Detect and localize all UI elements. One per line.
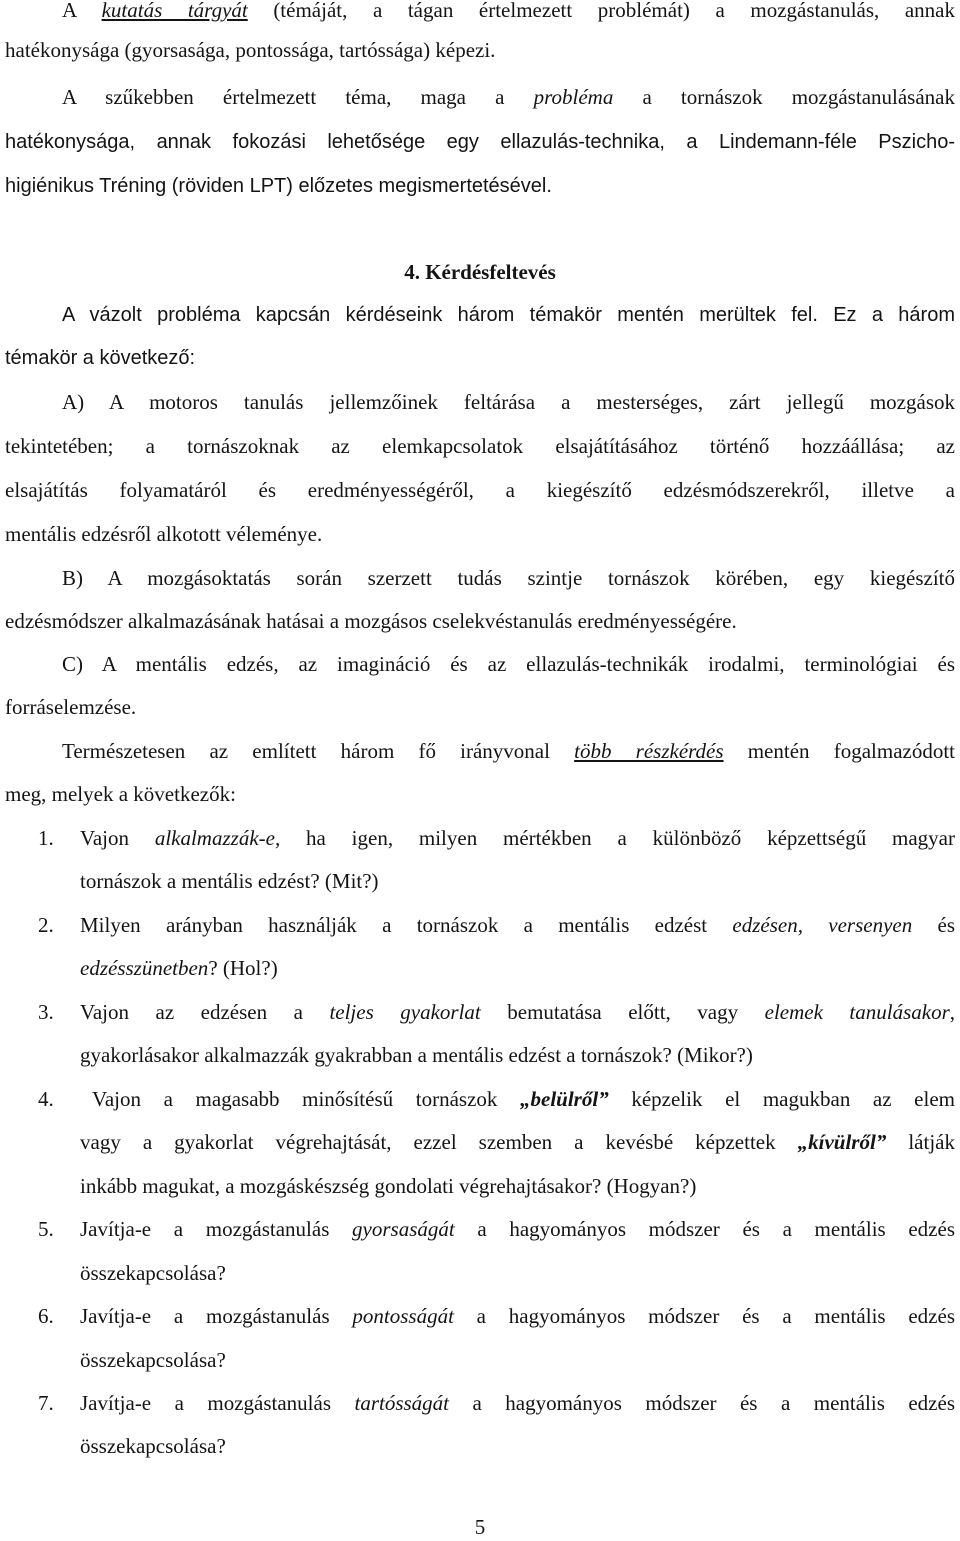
kutatas-targyat-emphasis: kutatás tárgyát: [101, 0, 248, 22]
question-2-line-2: edzésszünetben? (Hol?): [80, 956, 278, 980]
intro-line-5: higiénikus Tréning (röviden LPT) előzetes megismertetésével.: [5, 175, 552, 197]
question-2-line-1: Milyen arányban használják a tornászok a mentális edzést edzésen, versenyen és: [80, 913, 955, 937]
topic-c-line-1: C) A mentális edzés, az imagináció és az ellazulás-technikák irodalmi, terminológiai és: [62, 652, 955, 676]
question-7-line-1: Javítja-e a mozgástanulás tartósságát a hagyományos módszer és a mentális edzés: [80, 1391, 955, 1415]
question-6-number: 6.: [38, 1304, 54, 1328]
intro-line-3: A szűkebben értelmezett téma, maga a probléma a tornászok mozgástanulásának: [62, 85, 955, 109]
question-3-line-1: Vajon az edzésen a teljes gyakorlat bemutatása előtt, vagy elemek tanulásakor,: [80, 1000, 955, 1024]
topic-a-line-2: tekintetében; a tornászoknak az elemkapcsolatok elsajátításához történő hozzáállása; az: [5, 434, 955, 458]
problema-emphasis: probléma: [533, 85, 614, 109]
question-7-number: 7.: [38, 1391, 54, 1415]
topic-a-line-1: A) A motoros tanulás jellemzőinek feltárása a mesterséges, zárt jellegű mozgások: [62, 390, 955, 414]
question-4-line-2: vagy a gyakorlat végrehajtását, ezzel szemben a kevésbé képzettek „kívülről” látják: [80, 1130, 955, 1154]
question-1-line-2: tornászok a mentális edzést? (Mit?): [80, 869, 379, 893]
topic-b-line-1: B) A mozgásoktatás során szerzett tudás szintje tornászok körében, egy kiegészítő: [62, 566, 955, 590]
question-5-line-1: Javítja-e a mozgástanulás gyorsaságát a hagyományos módszer és a mentális edzés: [80, 1217, 955, 1241]
intro-line-4: hatékonysága, annak fokozási lehetősége egy ellazulás-technika, a Lindemann-féle Pszicho-: [5, 131, 955, 153]
question-6-line-1: Javítja-e a mozgástanulás pontosságát a hagyományos módszer és a mentális edzés: [80, 1304, 955, 1328]
question-5-number: 5.: [38, 1217, 54, 1241]
question-3-line-2: gyakorlásakor alkalmazzák gyakrabban a mentális edzést a tornászok? (Mikor?): [80, 1043, 753, 1067]
page-number: 5: [474, 1515, 486, 1539]
intro-line-2: hatékonysága (gyorsasága, pontossága, tartóssága) képezi.: [5, 38, 496, 62]
question-4-line-3: inkább magukat, a mozgáskészség gondolati végrehajtásakor? (Hogyan?): [80, 1174, 697, 1198]
question-1-line-1: Vajon alkalmazzák-e, ha igen, milyen mértékben a különböző képzettségű magyar: [80, 826, 955, 850]
topic-a-line-4: mentális edzésről alkotott véleménye.: [5, 522, 323, 546]
topic-b-line-2: edzésmódszer alkalmazásának hatásai a mozgásos cselekvéstanulás eredményességére.: [5, 609, 737, 633]
question-5-line-2: összekapcsolása?: [80, 1261, 226, 1285]
intro-line-1: A kutatás tárgyát (témáját, a tágan értelmezett problémát) a mozgástanulás, annak: [62, 0, 955, 22]
section-intro-line-1: A vázolt probléma kapcsán kérdéseink három témakör mentén merültek fel. Ez a három: [62, 304, 955, 326]
question-3-number: 3.: [38, 1000, 54, 1024]
question-7-line-2: összekapcsolása?: [80, 1434, 226, 1458]
question-1-number: 1.: [38, 826, 54, 850]
subquestions-intro-line-1: Természetesen az említett három fő irányvonal több részkérdés mentén fogalmazódott: [62, 739, 956, 763]
subquestions-intro-line-2: meg, melyek a következők:: [5, 782, 236, 806]
tobb-reszkerdes-emphasis: több részkérdés: [574, 739, 724, 763]
section-intro-line-2: témakör a következő:: [5, 347, 196, 369]
question-6-line-2: összekapcsolása?: [80, 1348, 226, 1372]
question-2-number: 2.: [38, 913, 54, 937]
question-4-number: 4.: [38, 1087, 54, 1111]
question-4-line-1: Vajon a magasabb minősítésű tornászok „belülről” képzelik el magukban az elem: [92, 1087, 955, 1111]
topic-c-line-2: forráselemzése.: [5, 695, 137, 719]
topic-a-line-3: elsajátítás folyamatáról és eredményességéről, a kiegészítő edzésmódszerekről, illetve a: [5, 478, 955, 502]
section-heading: 4. Kérdésfeltevés: [404, 260, 556, 284]
